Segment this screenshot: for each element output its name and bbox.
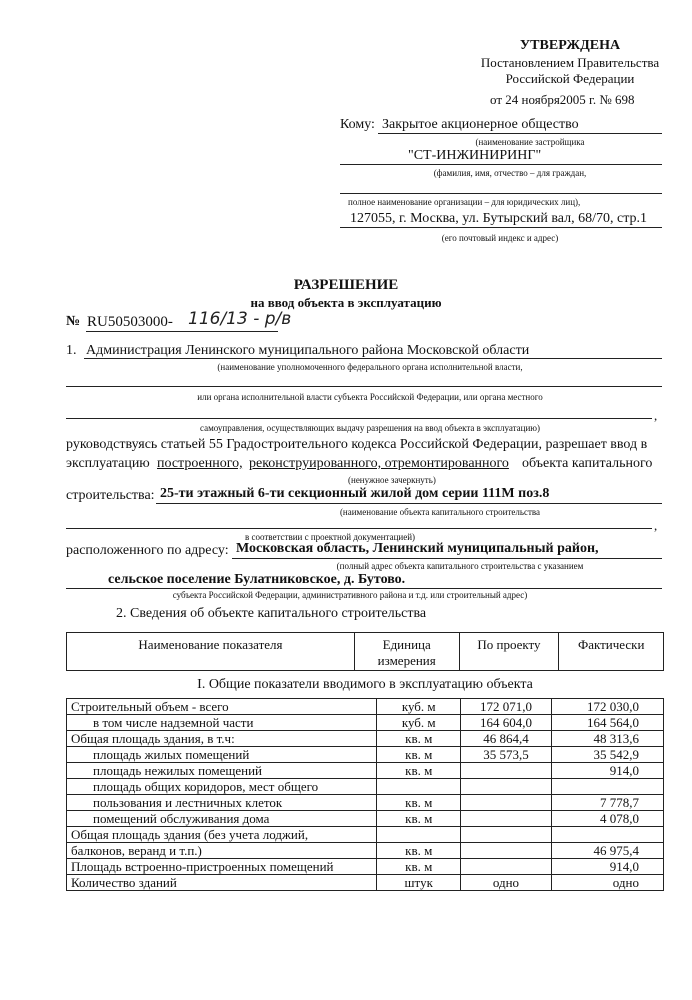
cell-fact: 914,0 xyxy=(551,763,663,779)
section1-hint7: (полный адрес объекта капитального строительства с указанием xyxy=(336,561,584,571)
cell-unit: кв. м xyxy=(377,811,461,827)
cell-name: площадь общих коридоров, мест общего xyxy=(67,779,377,795)
cell-unit: кв. м xyxy=(377,763,461,779)
blank-line-2 xyxy=(66,418,652,419)
table-row xyxy=(67,827,664,843)
blank-line-1 xyxy=(66,386,662,387)
name-underline xyxy=(340,164,662,165)
cell-fact: 7 778,7 xyxy=(551,795,663,811)
authority-underline xyxy=(84,358,662,359)
approval-title: УТВЕРЖДЕНА xyxy=(519,38,621,53)
address-underline-1 xyxy=(232,558,662,559)
cell-name: Общая площадь здания (без учета лоджий, xyxy=(67,827,377,843)
cell-fact: 35 542,9 xyxy=(551,747,663,763)
cell-fact: 46 975,4 xyxy=(551,843,663,859)
cell-fact: 48 313,6 xyxy=(551,731,663,747)
table-row xyxy=(67,699,664,715)
section1-hint8: субъекта Российской Федерации, административного района и т.д. или строительный адрес) xyxy=(172,590,528,600)
cell-plan: одно xyxy=(461,875,551,891)
cell-fact xyxy=(551,827,663,843)
section1-text1: руководствуясь статьей 55 Градостроительного кодекса Российской Федерации, разрешает ввод в xyxy=(66,437,648,452)
blank-underline xyxy=(340,193,662,194)
cell-plan xyxy=(461,827,551,843)
permit-number: RU50503000- xyxy=(87,314,173,330)
cell-name: Количество зданий xyxy=(67,875,377,891)
object-underline xyxy=(156,503,662,504)
blank-line-3 xyxy=(66,528,652,529)
cell-fact xyxy=(551,779,663,795)
recipient-name: "СТ-ИНЖИНИРИНГ" xyxy=(408,148,542,163)
cell-fact: 164 564,0 xyxy=(551,715,663,731)
recipient-hint3: полное наименование организации – для юридических лиц), xyxy=(348,197,581,207)
table-row xyxy=(67,747,664,763)
permit-number-label: № xyxy=(66,314,81,329)
cell-plan xyxy=(461,779,551,795)
recipient-hint4: (его почтовый индекс и адрес) xyxy=(441,233,559,243)
cell-plan: 46 864,4 xyxy=(461,731,551,747)
cell-name: в том числе надземной части xyxy=(67,715,377,731)
comma-2: , xyxy=(654,518,658,533)
cell-name: помещений обслуживания дома xyxy=(67,811,377,827)
table-row xyxy=(67,875,664,891)
cell-plan: 35 573,5 xyxy=(461,747,551,763)
table-row xyxy=(67,715,664,731)
cell-plan xyxy=(461,763,551,779)
address-value2: сельское поселение Булатниковское, д. Бутово. xyxy=(108,572,406,587)
object-label: строительства: xyxy=(66,488,155,503)
cell-unit: штук xyxy=(377,875,461,891)
permit-subtitle: на ввод объекта в эксплуатацию xyxy=(250,295,442,310)
section1-number: 1. xyxy=(66,343,77,358)
group-title: I. Общие показатели вводимого в эксплуатацию объекта xyxy=(197,677,533,692)
section1-text2a: эксплуатацию xyxy=(66,456,150,471)
recipient-hint2: (фамилия, имя, отчество – для граждан, xyxy=(433,168,587,178)
recipient-address: 127055, г. Москва, ул. Бутырский вал, 68/70, стр.1 xyxy=(350,211,647,226)
comma-1: , xyxy=(654,408,658,423)
section1-text2d: объекта капитального xyxy=(522,456,653,471)
section1-text2b: построенного, xyxy=(157,456,243,471)
approval-line3: от 24 ноября2005 г. № 698 xyxy=(490,92,635,107)
cell-name: площадь нежилых помещений xyxy=(67,763,377,779)
cell-name: Общая площадь здания, в т.ч: xyxy=(67,731,377,747)
cell-name: Площадь встроенно-пристроенных помещений xyxy=(67,859,377,875)
cell-unit xyxy=(377,827,461,843)
section2-title: 2. Сведения об объекте капитального строительства xyxy=(116,606,427,621)
approval-line1: Постановлением Правительства xyxy=(480,55,660,70)
table-row xyxy=(67,795,664,811)
section1-hint4: (ненужное зачеркнуть) xyxy=(348,475,436,485)
approval-line2: Российской Федерации xyxy=(505,71,635,86)
cell-name: пользования и лестничных клеток xyxy=(67,795,377,811)
cell-unit: куб. м xyxy=(377,715,461,731)
cell-plan: 172 071,0 xyxy=(461,699,551,715)
address-value1: Московская область, Ленинский муниципальный район, xyxy=(236,541,599,556)
section1-hint2: или органа исполнительной власти субъекта Российской Федерации, или органа местного xyxy=(197,392,543,402)
cell-plan xyxy=(461,811,551,827)
cell-unit: кв. м xyxy=(377,859,461,875)
object-value: 25-ти этажный 6-ти секционный жилой дом серии 111М поз.8 xyxy=(160,486,550,501)
to-value: Закрытое акционерное общество xyxy=(382,117,579,132)
table-row xyxy=(67,843,664,859)
cell-unit: куб. м xyxy=(377,699,461,715)
table-row xyxy=(67,811,664,827)
cell-fact: 4 078,0 xyxy=(551,811,663,827)
indicators-table xyxy=(66,698,664,891)
header-plan: По проекту xyxy=(459,633,559,671)
cell-unit: кв. м xyxy=(377,843,461,859)
number-underline xyxy=(86,331,278,332)
to-label: Кому: xyxy=(340,117,375,132)
cell-name: Строительный объем - всего xyxy=(67,699,377,715)
cell-plan: 164 604,0 xyxy=(461,715,551,731)
permit-number-handwritten: 116/13 - р/в xyxy=(188,309,292,329)
recipient-hint1: (наименование застройщика xyxy=(475,137,585,147)
header-table xyxy=(66,632,664,671)
cell-plan xyxy=(461,859,551,875)
cell-unit: кв. м xyxy=(377,747,461,763)
header-unit: Единица измерения xyxy=(354,633,459,671)
cell-name: балконов, веранд и т.п.) xyxy=(67,843,377,859)
section1-hint1: (наименование уполномоченного федерального органа исполнительной власти, xyxy=(217,362,523,372)
to-underline xyxy=(378,133,662,134)
table-row xyxy=(67,763,664,779)
cell-unit: кв. м xyxy=(377,795,461,811)
cell-unit: кв. м xyxy=(377,731,461,747)
header-fact: Фактически xyxy=(559,633,664,671)
cell-plan xyxy=(461,795,551,811)
address-underline-2 xyxy=(66,588,662,589)
section1-hint5: (наименование объекта капитального строительства xyxy=(339,507,541,517)
table-row xyxy=(67,731,664,747)
cell-unit xyxy=(377,779,461,795)
address-underline xyxy=(340,227,662,228)
permit-title: РАЗРЕШЕНИЕ xyxy=(293,277,399,293)
section1-hint3: самоуправления, осуществляющих выдачу разрешения на ввод объекта в эксплуатацию) xyxy=(199,423,541,433)
cell-plan xyxy=(461,843,551,859)
section1-hint6: в соответствии с проектной документацией) xyxy=(244,532,416,542)
section1-authority: Администрация Ленинского муниципального района Московской области xyxy=(86,343,530,358)
cell-name: площадь жилых помещений xyxy=(67,747,377,763)
cell-fact: 914,0 xyxy=(551,859,663,875)
section1-text2c: реконструированного, отремонтированного xyxy=(249,456,509,471)
address-label: расположенного по адресу: xyxy=(66,543,229,558)
cell-fact: одно xyxy=(551,875,663,891)
table-row xyxy=(67,859,664,875)
table-row xyxy=(67,779,664,795)
cell-fact: 172 030,0 xyxy=(551,699,663,715)
header-indicator: Наименование показателя xyxy=(67,633,355,671)
